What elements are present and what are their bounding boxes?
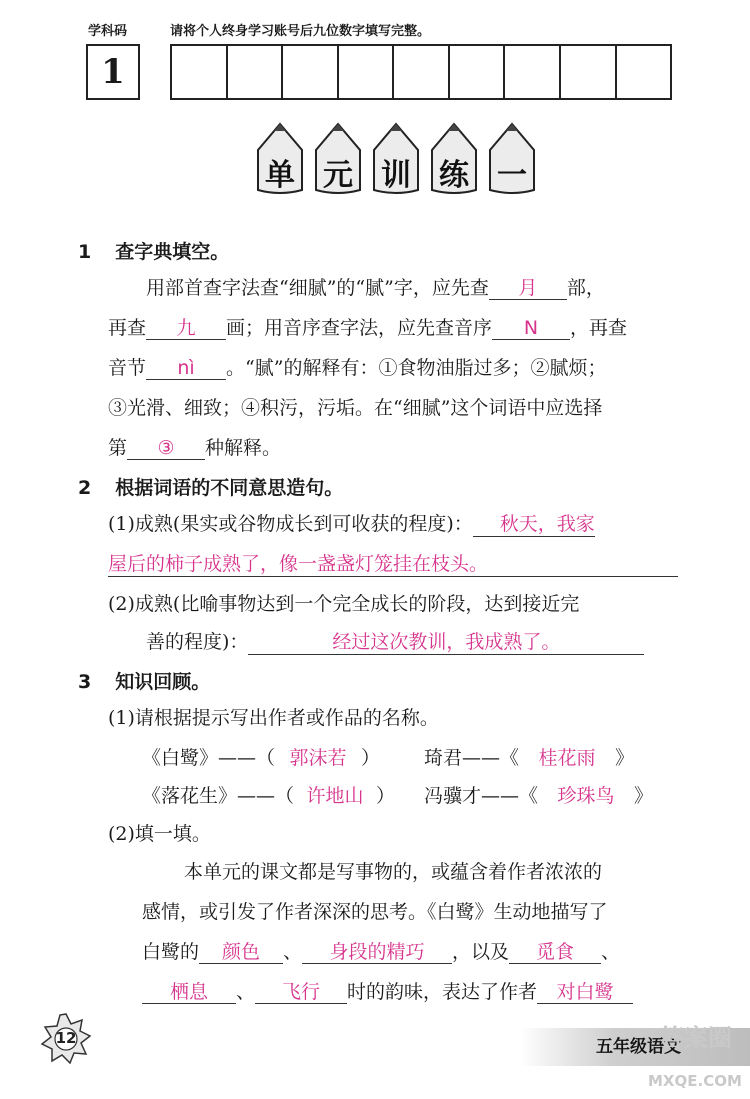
text: 》 xyxy=(634,785,654,807)
text: 白鹭的 xyxy=(142,941,200,963)
question-3-heading xyxy=(78,670,210,694)
text: 琦君——《 xyxy=(424,747,520,769)
q1-line-5 xyxy=(108,436,281,460)
text: 善的程度)： xyxy=(146,631,249,653)
text: ） xyxy=(376,785,396,807)
account-digit-boxes[interactable] xyxy=(170,44,672,100)
question-title: 查字典填空。 xyxy=(115,241,230,263)
q2-part-2: (2)成熟(比喻事物达到一个完全成长的阶段，达到接近完 xyxy=(108,593,580,615)
q1-line-2 xyxy=(108,316,627,340)
q1-line-1 xyxy=(146,276,605,300)
text: 《落花生》——（ xyxy=(142,785,295,807)
text: ，再查 xyxy=(570,317,628,339)
q3-text-2: 感情，或引发了作者深深的思考。《白鹭》生动地描写了 xyxy=(142,901,608,923)
pencil-icon xyxy=(310,120,366,196)
text: 时的韵味，表达了作者 xyxy=(347,981,538,1003)
q3-row-1-left xyxy=(142,746,380,770)
digit-cell[interactable] xyxy=(617,46,671,98)
text: 再查 xyxy=(108,317,147,339)
q1-line-4: ③光滑、细致；④积污，污垢。在“细腻”这个词语中应选择 xyxy=(108,397,603,419)
text: 冯骥才——《 xyxy=(424,785,539,807)
answer-author: 许地山 xyxy=(306,785,364,807)
digit-cell[interactable] xyxy=(561,46,617,98)
answer-shape: 身段的精巧 xyxy=(302,941,452,964)
unit-title-char: 一 xyxy=(497,158,527,193)
digit-cell[interactable] xyxy=(283,46,339,98)
answer-resting: 栖息 xyxy=(142,981,236,1004)
q2-part-1 xyxy=(108,512,595,537)
question-number: 3 xyxy=(78,671,92,693)
text: 画；用音序查字法，应先查音序 xyxy=(226,317,493,339)
q3-row-2-right xyxy=(424,784,653,808)
unit-title-char: 元 xyxy=(323,158,353,193)
text: 》 xyxy=(615,747,635,769)
text: 第 xyxy=(108,437,128,459)
text: ） xyxy=(361,747,381,769)
text: 部， xyxy=(566,277,605,299)
text: 、 xyxy=(283,941,303,963)
answer-feeling: 对白鹭 xyxy=(537,981,633,1004)
unit-title-char: 单 xyxy=(265,158,295,193)
digit-cell[interactable] xyxy=(172,46,228,98)
unit-title-char: 训 xyxy=(381,158,411,193)
text: 种解释。 xyxy=(205,437,282,459)
answer-work: 桂花雨 xyxy=(538,747,596,769)
q3-text-3 xyxy=(142,940,620,964)
text: 。“腻”的解释有：①食物油脂过多；②腻烦； xyxy=(226,357,607,379)
answer-pinyin: nì xyxy=(146,357,226,380)
page-number: 12 xyxy=(55,1029,77,1047)
subject-code-box: 1 xyxy=(86,44,140,100)
answer-strokes: 九 xyxy=(146,317,226,340)
pencil-icon xyxy=(368,120,424,196)
pencil-icon xyxy=(426,120,482,196)
q2-part-2-cont xyxy=(146,630,644,655)
text: 用部首查字法查“细腻”的“腻”字，应先查 xyxy=(146,277,489,299)
question-number: 1 xyxy=(78,241,92,263)
unit-title-char: 练 xyxy=(439,158,469,193)
digit-cell[interactable] xyxy=(450,46,506,98)
text: 音节 xyxy=(108,357,147,379)
question-number: 2 xyxy=(78,477,92,499)
text: 《白鹭》——（ xyxy=(142,747,276,769)
answer-index-letter: N xyxy=(492,317,570,340)
answer-choice: ③ xyxy=(127,437,205,460)
digit-cell[interactable] xyxy=(339,46,395,98)
q3-text-4 xyxy=(142,980,633,1004)
question-1-heading xyxy=(78,240,229,264)
digit-cell[interactable] xyxy=(505,46,561,98)
text: (1)成熟(果实或谷物成长到可收获的程度)： xyxy=(108,513,473,535)
answer-radical: 月 xyxy=(489,277,567,300)
q1-line-3 xyxy=(108,356,606,380)
text: 、 xyxy=(236,981,256,1003)
answer-sentence: 秋天，我家 xyxy=(473,512,595,537)
digit-cell[interactable] xyxy=(228,46,284,98)
answer-sentence: 经过这次教训，我成熟了。 xyxy=(248,630,644,655)
watermark-url: MXQE.COM xyxy=(648,1072,742,1090)
pencil-icon xyxy=(484,120,540,196)
grade-subject-label: 五年级语文 xyxy=(596,1037,681,1057)
q3-part-1: (1)请根据提示写出作者或作品的名称。 xyxy=(108,707,439,729)
answer-sentence: 屋后的柿子成熟了，像一盏盏灯笼挂在枝头。 xyxy=(108,552,678,577)
watermark-text: 答案圈 xyxy=(660,1024,732,1052)
header-instruction: 请将个人终身学习账号后九位数字填写完整。 xyxy=(170,24,431,39)
subject-code-label: 学科码 xyxy=(88,24,128,39)
q2-part-1-cont xyxy=(108,552,678,577)
question-title: 根据词语的不同意思造句。 xyxy=(115,477,344,499)
answer-flying: 飞行 xyxy=(255,981,347,1004)
answer-color: 颜色 xyxy=(199,941,283,964)
q3-row-1-right xyxy=(424,746,634,770)
text: ，以及 xyxy=(452,941,510,963)
question-title: 知识回顾。 xyxy=(115,671,211,693)
answer-feeding: 觅食 xyxy=(509,941,601,964)
question-2-heading xyxy=(78,476,343,500)
digit-cell[interactable] xyxy=(394,46,450,98)
q3-row-2-left xyxy=(142,784,395,808)
text: 、 xyxy=(601,941,621,963)
q3-part-2: (2)填一填。 xyxy=(108,823,211,845)
answer-author: 郭沫若 xyxy=(289,747,347,769)
unit-title xyxy=(252,120,488,196)
pencil-icon xyxy=(252,120,308,196)
q3-text-1: 本单元的课文都是写事物的，或蕴含着作者浓浓的 xyxy=(184,861,603,883)
answer-work: 珍珠鸟 xyxy=(557,785,615,807)
